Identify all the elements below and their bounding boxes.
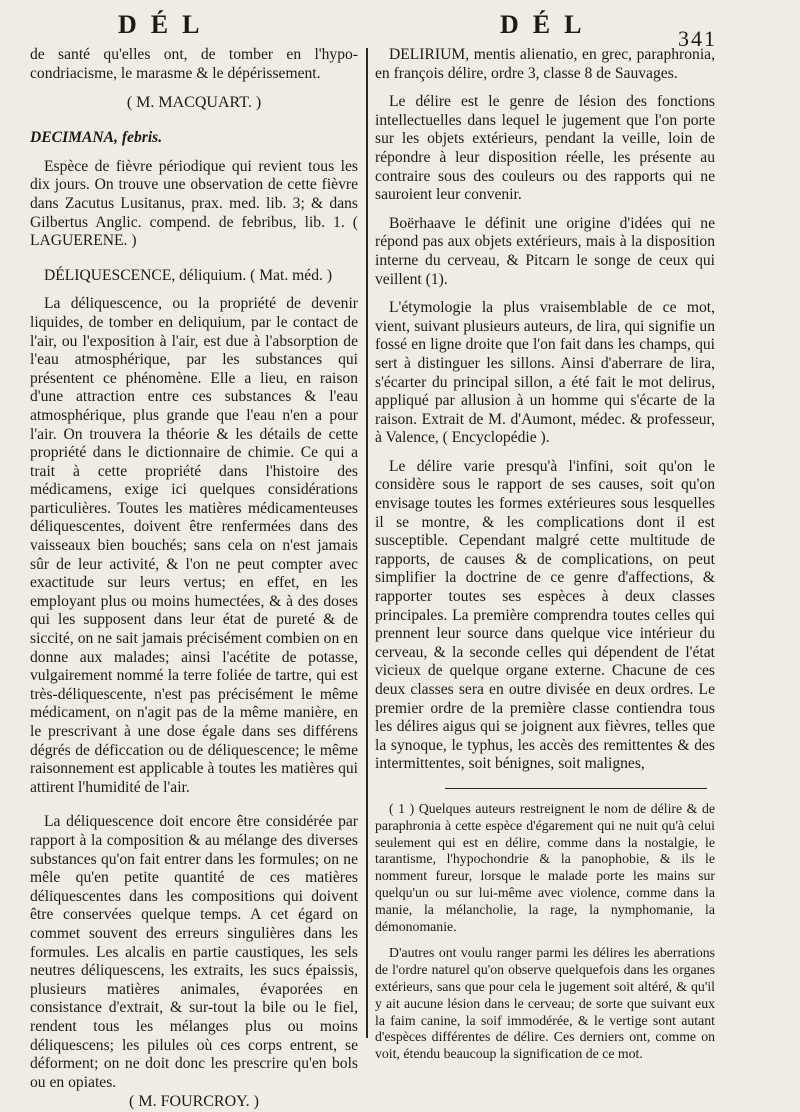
footnotes — [375, 801, 715, 1063]
page-number: 341 — [678, 26, 717, 51]
entry-body-deliquescence-2: La déliquescence doit encore être considérée par rapport à la composition & au mélange des diverses substances qu'on fait entrer dans les formules; on ne mêle qu'en petite quantité de ces matières déliquescentes dans les compositions qui doivent être conservées quelque temps. A cet égard on commet souvent des erreurs singulières dans les formules. Les alcalis en partie caustiques, les sels neutres déliquescens, les extraits, les sucs épaissis, plusieurs matières animales, évaporées en consistance d'extrait, & sur-tout la bile ou le fiel, rendent tous les mélanges plus ou moins déliquescens; les pilules où ces corps entrent, se déforment; on ne doit donc les prescrire qu'en bols ou en opiates. — [30, 813, 358, 1091]
delirium-definition: Le délire est le genre de lésion des fonctions intellectuelles dans lequel le jugement que l'on porte sur les objets extérieurs, pendant la veille, loin de répondre à leur disposition réelle, les présente au contraire sous des couleurs ou des rapports qui ne sauroient leur convenir. — [375, 93, 715, 204]
entry-heading-deliquescence: DÉLIQUESCENCE, déliquium. ( Mat. méd. ) — [44, 266, 333, 284]
signature-fourcroy: ( M. FOURCROY. ) — [129, 1093, 259, 1111]
column-divider — [366, 48, 368, 1038]
delirium-boerhaave-quote: Boërhaave le définit une origine d'idées qui ne répond pas aux objets extérieurs, mais à la disposition interne du cerveau, & Pitcarn le songe de ceux qui veillent (1). — [375, 214, 715, 288]
paragraph-hypochondria: de santé qu'elles ont, de tomber en l'hypo-condriacisme, le marasme & le dépérissement. — [30, 46, 358, 82]
delirium-etymology: L'étymologie la plus vraisemblable de ce mot, vient, suivant plusieurs auteurs, de lira, qui signifie un fossé en ligne droite que l'on fait dans les champs, qui sert à distinguer les sillons. Ainsi d'aberrare de lira, s'écarter du principal sillon, a été fait le mot delirus, appliqué par allusion à un homme qui s'écarte de la raison. Extrait de M. d'Aumont, médec. & professeur, à Valence, ( Encyclopédie ). — [375, 299, 715, 447]
footnote-2: D'autres ont voulu ranger parmi les délires les aberrations de l'ordre naturel qu'on observe quelquefois dans les organes extérieurs, sans que pour cela le jugement soit altéré, & qu'il y ait aucune lésion dans le cerveau; de sorte que suivant eux la faim canine, la soif immodérée, & le vertige sont autant d'espèces différentes de délire. Ces derniers ont, comme on voit, étendu beaucoup la signification de ce mot. — [375, 945, 715, 1062]
right-column — [375, 46, 715, 1063]
footnote-1: ( 1 ) Quelques auteurs restreignent le nom de délire & de paraphronia à cette espèce d'égarement qui ne nuit qu'à celui seulement qui est en délire, comme dans la nostalgie, le tarantisme, l'hypochondrie & la panophobie, & ils le nomment fureur, lorsque le malade porte les mains sur quelqu'un ou sur lui-même avec violence, comme dans la manie, la mélancholie, la rage, la nymphomanie, la démonomanie. — [375, 800, 715, 934]
running-head-right: DÉL — [500, 10, 596, 39]
entry-body-decimana: Espèce de fièvre périodique qui revient tous les dix jours. On trouve une observation de cette fièvre dans Zacutus Lusitanus, prax. med. lib. 3; & dans Gilbertus Anglic. compend. de febribus, lib. 1. ( LAGUERENE. ) — [30, 157, 358, 250]
left-column — [30, 46, 358, 1112]
signature-macquart: ( M. MACQUART. ) — [126, 94, 262, 112]
delirium-classification: Le délire varie presqu'à l'infini, soit qu'on le considère sous le rapport de ses causes, soit qu'on envisage toutes les formes extérieures sous lesquelles il se montre, & les complications dont il est susceptible. Cependant malgré cette multitude de rapports, de causes & de complications, on peut simplifier la doctrine de ce genre d'affections, & rapporter toutes ses espèces à deux classes principales. La première comprendra toutes celles qui prennent leur source dans quelque vice intérieur du cerveau, & la seconde celles qui dépendent de l'état vicieux de quelque organe externe. Chacune de ces deux classes sera en outre divisée en deux ordres. Le premier ordre de la première classe contiendra tous les délires aigus qui se joignent aux fièvres, telles que la synoque, le typhus, les accès des remittentes & des intermittentes, soit bénignes, soit malignes, — [375, 457, 715, 773]
footnote-rule — [445, 788, 707, 789]
entry-body-deliquescence-1: La déliquescence, ou la propriété de devenir liquides, de tomber en deliquium, par le contact de l'air, ou l'exposition à l'air, est due à l'absorption de l'eau atmosphérique, par les substances qui présentent ce phénomène. Elle a lieu, en raison d'une attraction entre ces substances & l'eau atmosphérique, plus grande que l'eau n'en a pour l'air. On trouvera la théorie & les détails de cette propriété dans le dictionnaire de chimie. Ce qui a trait à cette propriété dans l'histoire des médicamens, exige ici quelques considérations particulières. Toutes les matières médicamenteuses déliquescentes, doivent être renfermées dans des vaisseaux bien bouchés; sans cela on n'est jamais sûr de leur activité, & l'on ne peut compter avec exactitude sur leurs vertus; en effet, en les employant plus ou moins humectées, & à des doses qui les supposent dans leur état de pureté & de siccité, on ne sait jamais précisément combien on en donne aux malades; ainsi l'acétite de potasse, vulgairement nommé la terre foliée de tartre, qui est très-déliquescente, n'est pas précisément le même médicament, on n'agit pas de la même manière, en le prescrivant à une dose égale dans ses différens dégrés de déficcation ou de déliquescence; le même raisonnement est applicable à toutes les matières qui attirent l'humidité de l'air. — [30, 295, 358, 796]
entry-heading-delirium: DELIRIUM, mentis alienatio, en grec, paraphronia, en françois délire, ordre 3, classe 8 de Sauvages. — [375, 46, 715, 82]
entry-heading-decimana: DECIMANA, febris. — [30, 129, 163, 147]
running-head-left: DÉL — [118, 10, 214, 39]
